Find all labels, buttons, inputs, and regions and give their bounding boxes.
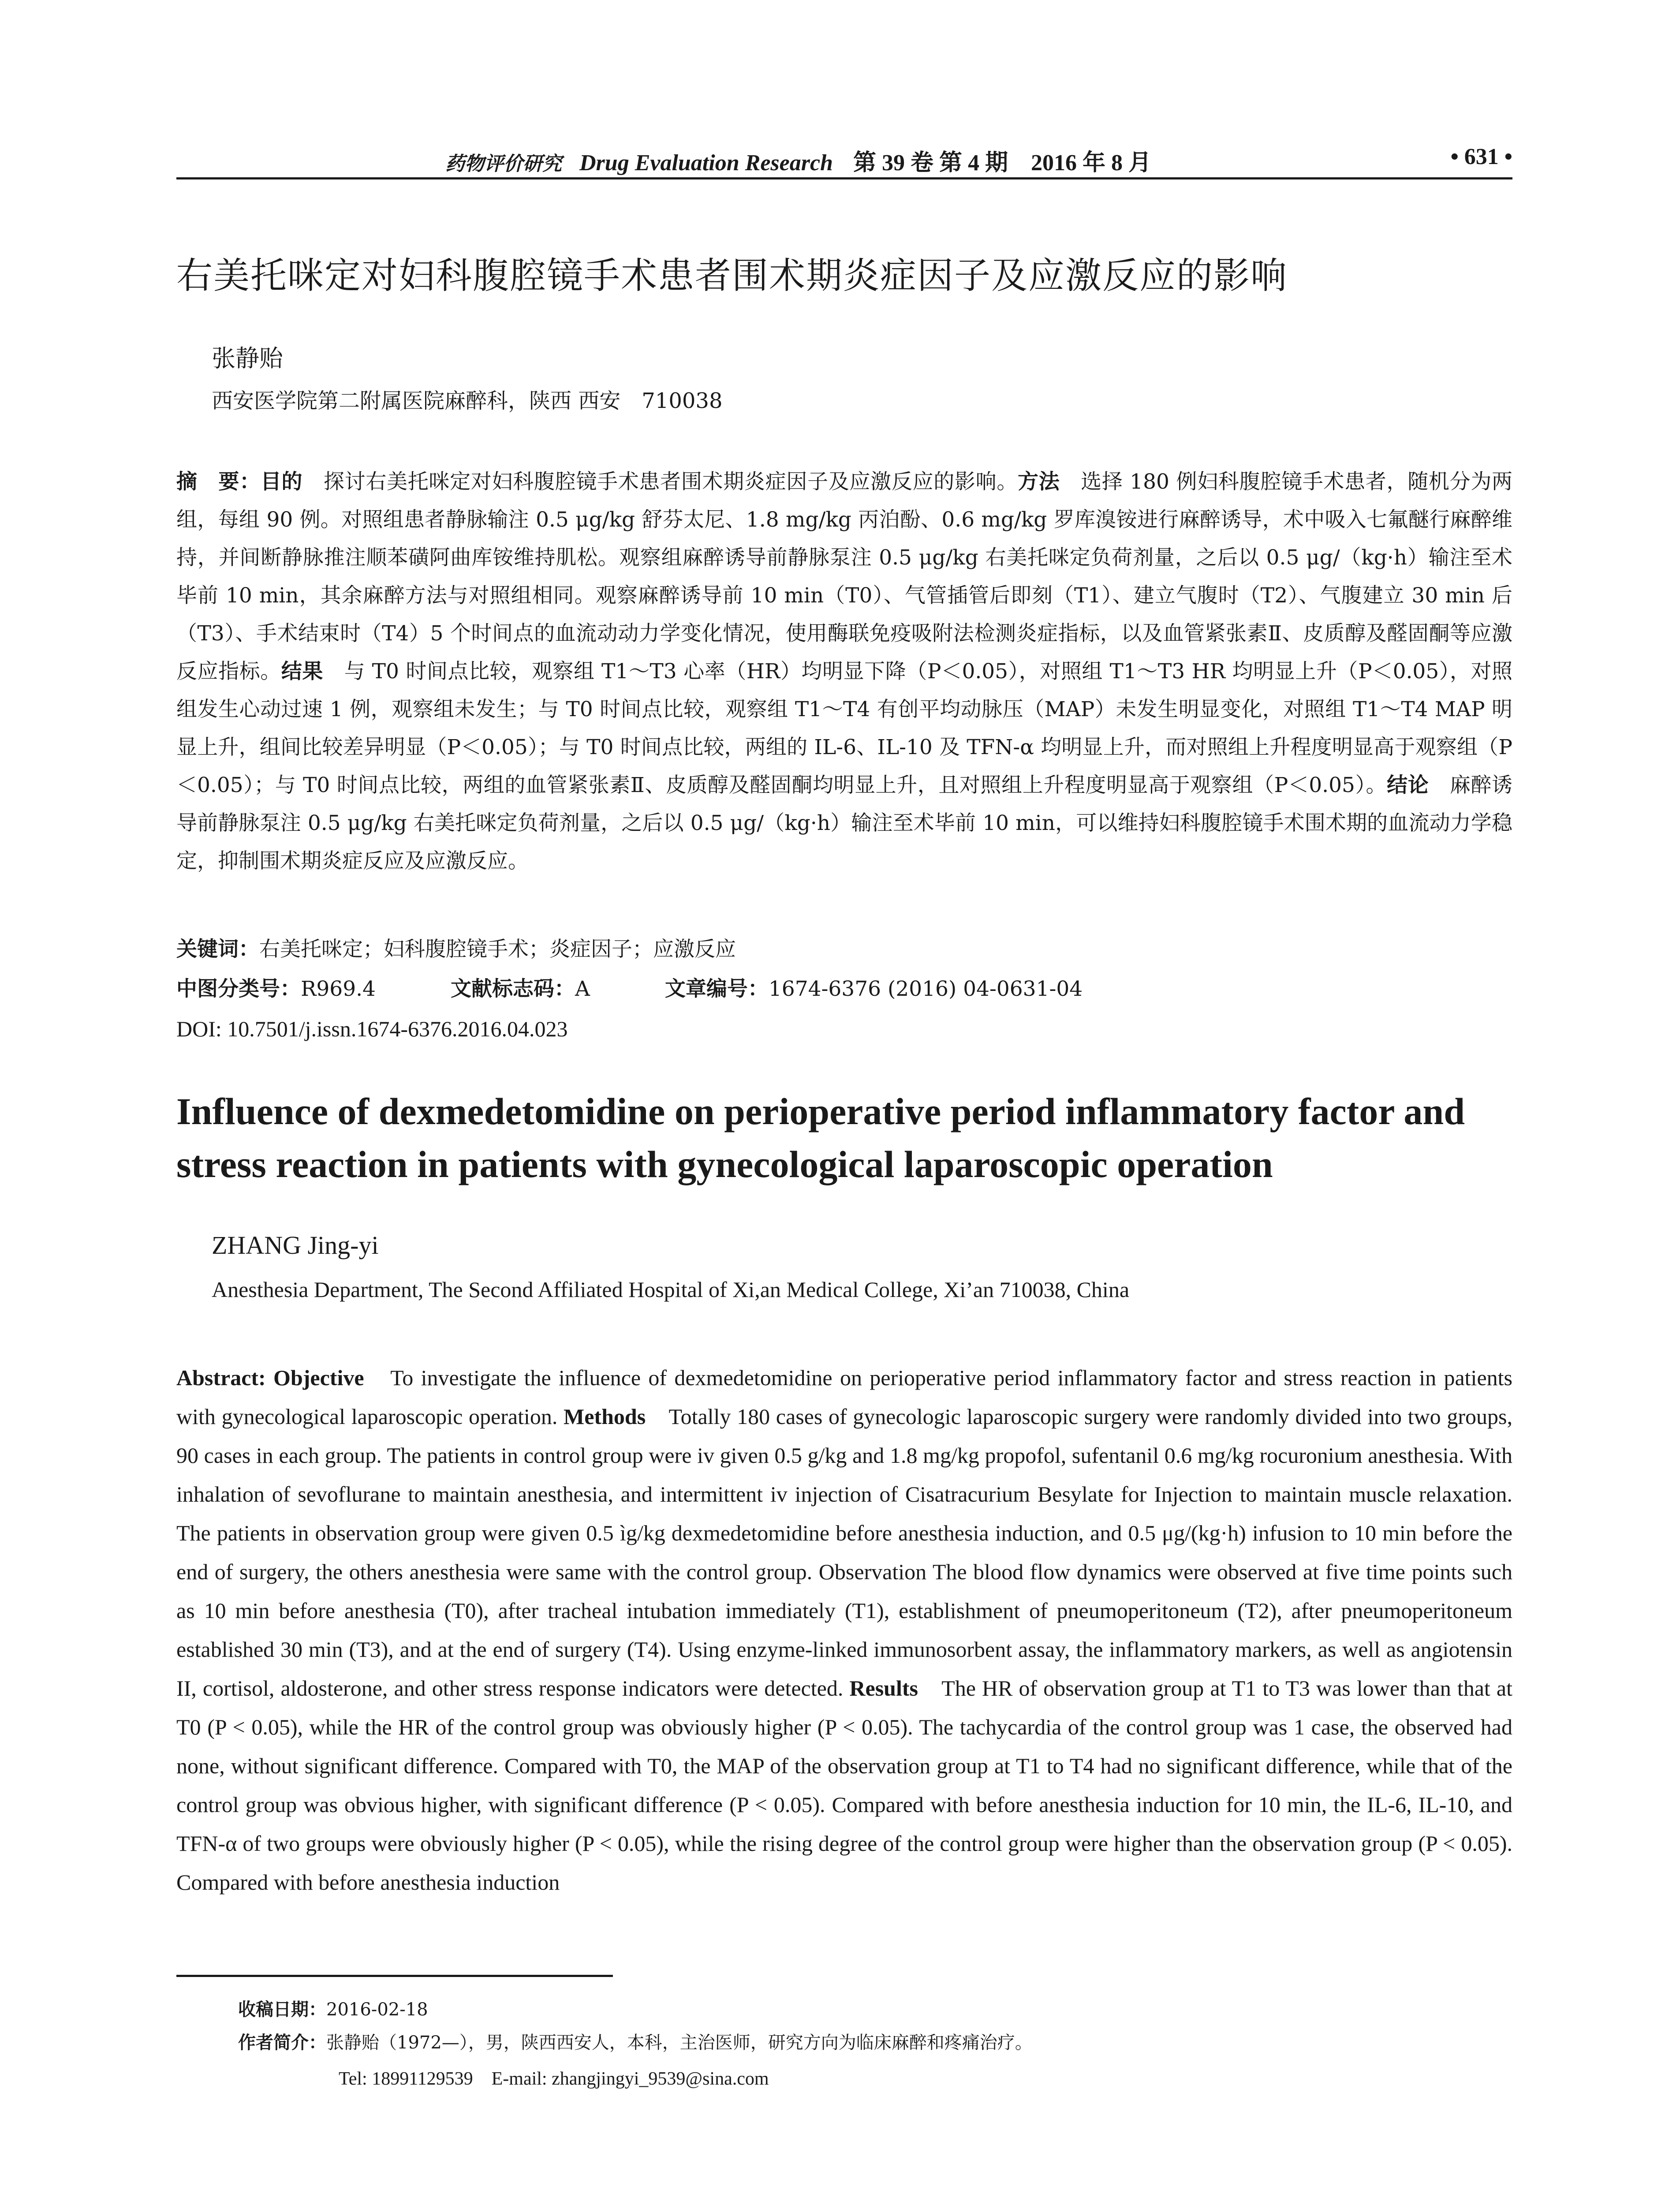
clc-label: 中图分类号： [176, 977, 301, 1001]
footnote-received [238, 1996, 428, 2021]
affiliation-cn: 西安医学院第二附属医院麻醉科，陕西 西安 710038 [212, 389, 723, 413]
abstract-label-en: Abstract: Objective [176, 1365, 364, 1390]
results-label-cn: 结果 [281, 659, 323, 684]
doi: DOI: 10.7501/j.issn.1674-6376.2016.04.023 [176, 1017, 568, 1041]
title-en: Influence of dexmedetomidine on perioperative period inflammatory factor and stress reaction in patients with gynecological laparoscopic operation [176, 1090, 1465, 1185]
objective-text-cn: 探讨右美托咪定对妇科腹腔镜手术患者围术期炎症因子及应激反应的影响。 [302, 470, 1018, 494]
author-bio-label: 作者简介： [238, 2033, 326, 2053]
article-no-label: 文章编号： [665, 977, 769, 1001]
methods-text-cn: 选择 180 例妇科腹腔镜手术患者，随机分为两组，每组 90 例。对照组患者静脉输注 0.5 μg/kg 舒芬太尼、1.8 mg/kg 丙泊酚、0.6 mg/kg 罗库溴铵进行麻醉诱导，术中吸入七氟醚行麻醉维持，并间断静脉推注顺苯磺阿曲库铵维持肌松。观察组麻醉诱导前静脉泵注 0.5 μg/kg 右美托咪定负荷剂量，之后以 0.5 μg/（kg·h）输注至术毕前 10 min，其余麻醉方法与对照组相同。观察麻醉诱导前 10 min（T0）、气管插管后即刻（T1）、建立气腹时（T2）、气腹建立 30 min 后（T3）、手术结束时（T4）5 个时间点的血流动动力学变化情况，使用酶联免疫吸附法检测炎症指标，以及血管紧张素Ⅱ、皮质醇及醛固酮等应激反应指标。 [176, 470, 1513, 684]
received-date: 2016-02-18 [326, 1999, 428, 2020]
abstract-label-cn: 摘 要： [176, 470, 261, 494]
author-bio-text: 张静贻（1972—），男，陕西西安人，本科，主治医师，研究方向为临床麻醉和疼痛治疗。 [326, 2033, 1033, 2053]
methods-label-en: Methods [564, 1404, 646, 1429]
received-label: 收稿日期： [238, 1999, 326, 2020]
keywords-text: 右美托咪定；妇科腹腔镜手术；炎症因子；应激反应 [259, 937, 736, 961]
author-en: ZHANG Jing-yi [212, 1231, 379, 1259]
abstract-en [176, 1358, 1512, 1902]
doc-code-label: 文献标志码： [450, 977, 575, 1001]
volume-issue-date: 第 39 卷 第 4 期 2016 年 8 月 [853, 150, 1151, 176]
objective-label-cn: 目的 [260, 470, 303, 494]
abstract-cn [176, 463, 1512, 880]
keywords-cn [176, 931, 1512, 968]
page-number: • 631 • [1450, 144, 1512, 169]
footnote-author-bio [238, 2029, 1033, 2054]
journal-name-en: Drug Evaluation Research [579, 150, 833, 176]
header-rule [176, 177, 1512, 179]
conclusion-text-cn: 麻醉诱导前静脉泵注 0.5 μg/kg 右美托咪定负荷剂量，之后以 0.5 μg/（kg·h）输注至术毕前 10 min，可以维持妇科腹腔镜手术围术期的血流动力学稳定，抑制围术期炎症反应及应激反应。 [176, 773, 1513, 873]
journal-logo-cn: 药物评价研究 [445, 153, 562, 175]
footnote-rule [176, 1975, 613, 1977]
article-no-value: 1674-6376 (2016) 04-0631-04 [768, 977, 1083, 1001]
results-label-en: Results [849, 1676, 918, 1700]
affiliation-en: Anesthesia Department, The Second Affiliated Hospital of Xi,an Medical College, Xi’an 710038, China [212, 1277, 1130, 1302]
author-cn: 张静贻 [212, 344, 283, 372]
methods-text-en: Totally 180 cases of gynecologic laparoscopic surgery were randomly divided into two groups, 90 cases in each group. The patients in control group were iv given 0.5 g/kg and 1.8 mg/kg propofol, sufentanil 0.6 mg/kg rocuronium anesthesia. With inhalation of sevoflurane to maintain anesthesia, and intermittent iv injection of Cisatracurium Besylate for Injection to maintain muscle relaxation. The patients in observation group were given 0.5 ìg/kg dexmedetomidine before anesthesia induction, and 0.5 μg/(kg·h) infusion to 10 min before the end of surgery, the others anesthesia were same with the control group. Observation The blood flow dynamics were observed at five time points such as 10 min before anesthesia (T0), after tracheal intubation immediately (T1), establishment of pneumoperitoneum (T2), after pneumoperitoneum established 30 min (T3), and at the end of surgery (T4). Using enzyme-linked immunosorbent assay, the inflammatory markers, as well as angiotensin II, cortisol, aldosterone, and other stress response indicators were detected. [176, 1404, 1512, 1700]
classification-line [176, 970, 1512, 1008]
footnote-contact: Tel: 18991129539 E-mail: zhangjingyi_9539@sina.com [339, 2069, 769, 2089]
clc-value: R969.4 [301, 977, 376, 1001]
journal-line [445, 144, 1151, 177]
title-cn: 右美托咪定对妇科腹腔镜手术患者围术期炎症因子及应激反应的影响 [176, 255, 1288, 297]
doc-code-value: A [575, 977, 590, 1001]
conclusion-label-cn: 结论 [1387, 773, 1429, 797]
objective-text-en: To investigate the influence of dexmedetomidine on perioperative period inflammatory factor and stress reaction in patients with gynecological laparoscopic operation. [176, 1365, 1512, 1429]
results-text-en: The HR of observation group at T1 to T3 was lower than that at T0 (P < 0.05), while the HR of the control group was obviously higher (P < 0.05). The tachycardia of the control group was 1 case, the observed had none, without significant difference. Compared with T0, the MAP of the observation group at T1 to T4 had no significant difference, while that of the control group was obvious higher, with significant difference (P < 0.05). Compared with before anesthesia induction for 10 min, the IL-6, IL-10, and TFN-α of two groups were obviously higher (P < 0.05), while the rising degree of the control group were higher than the observation group (P < 0.05). Compared with before anesthesia induction [176, 1676, 1512, 1895]
results-text-cn: 与 T0 时间点比较，观察组 T1～T3 心率（HR）均明显下降（P＜0.05），对照组 T1～T3 HR 均明显上升（P＜0.05），对照组发生心动过速 1 例，观察组未发生；与 T0 时间点比较，观察组 T1～T4 有创平均动脉压（MAP）未发生明显变化，对照组 T1～T4 MAP 明显上升，组间比较差异明显（P＜0.05）；与 T0 时间点比较，两组的 IL-6、IL-10 及 TFN-α 均明显上升，而对照组上升程度明显高于观察组（P＜0.05）；与 T0 时间点比较，两组的血管紧张素Ⅱ、皮质醇及醛固酮均明显上升，且对照组上升程度明显高于观察组（P＜0.05）。 [176, 659, 1513, 797]
methods-label-cn: 方法 [1018, 470, 1060, 494]
keywords-label: 关键词： [176, 937, 259, 961]
running-header [176, 140, 1512, 176]
